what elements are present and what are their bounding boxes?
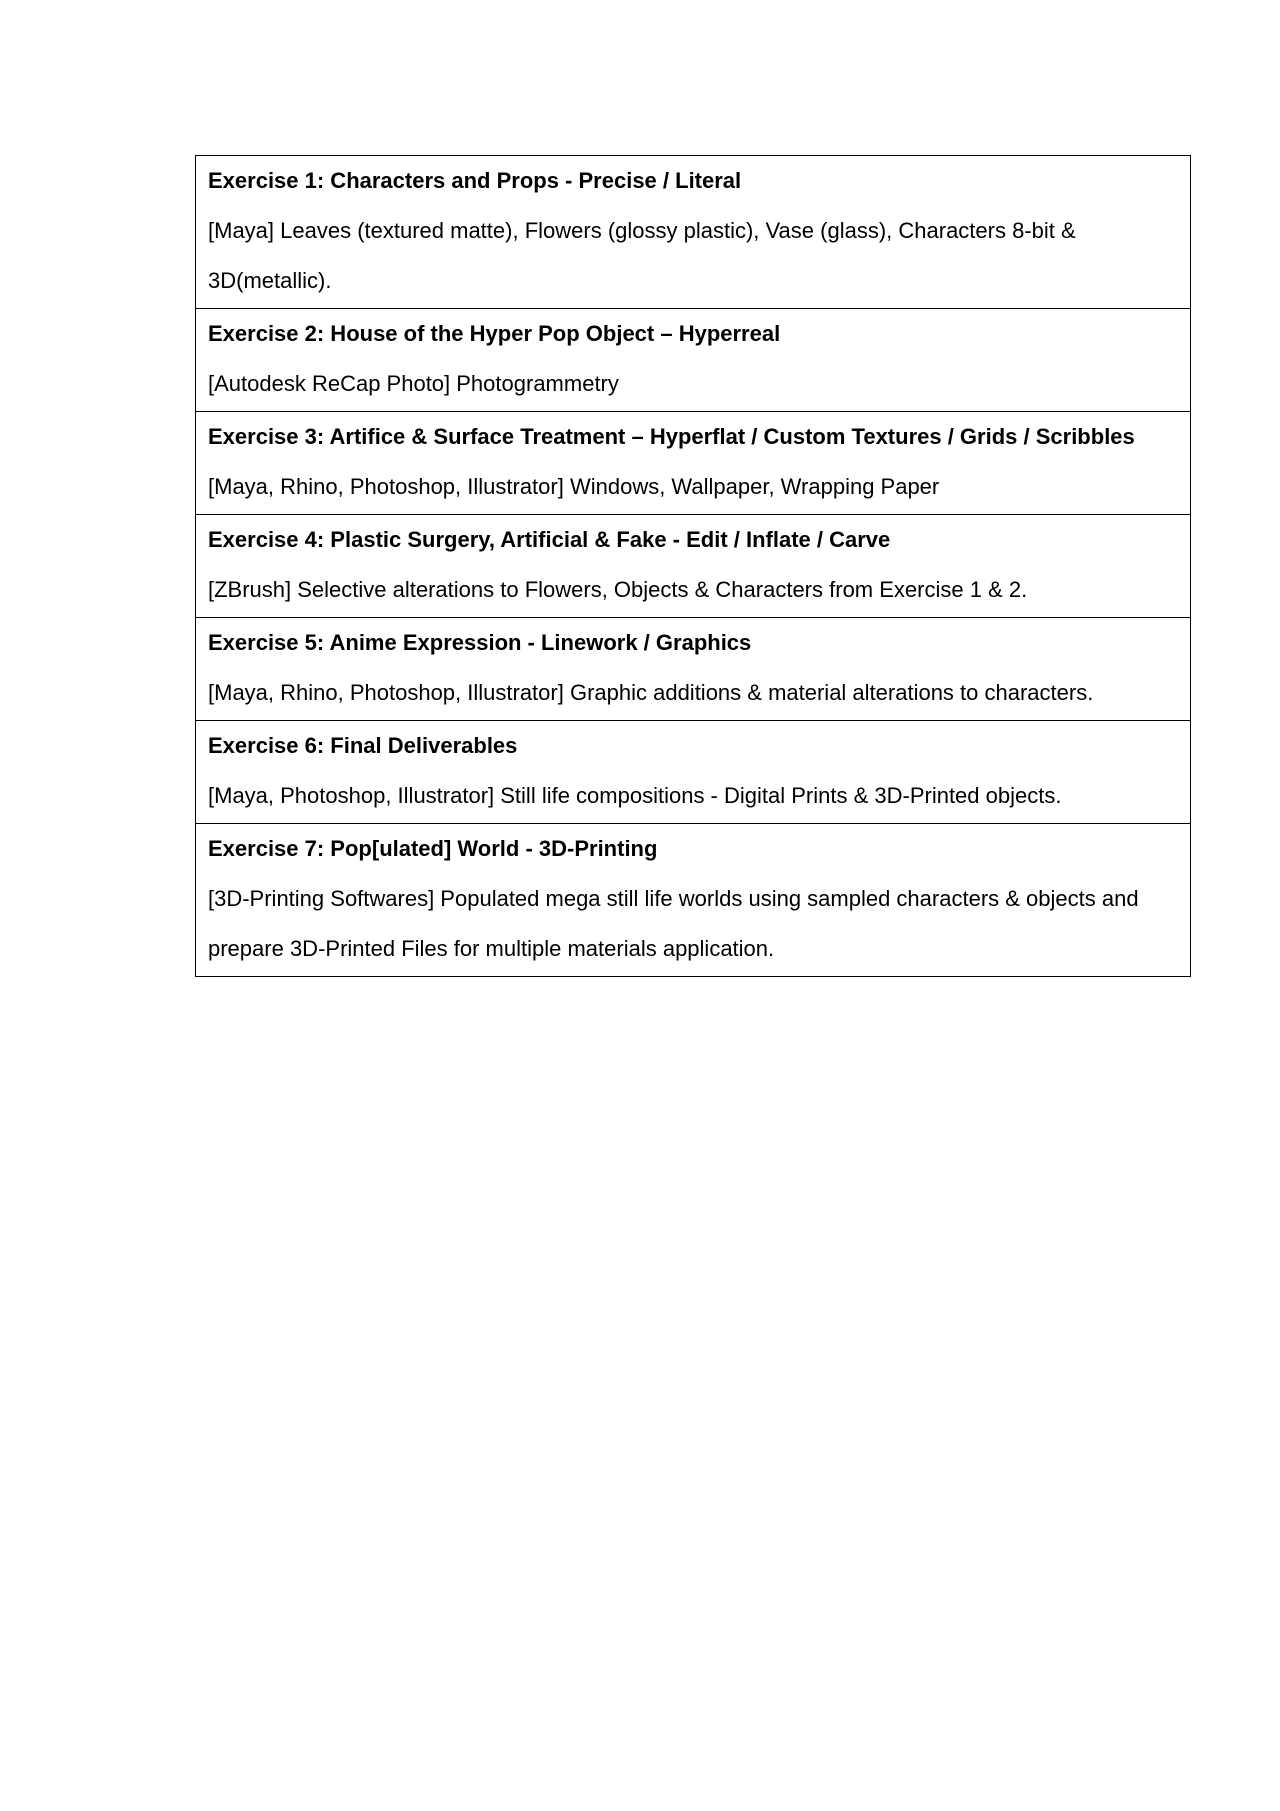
exercise-cell <box>196 156 1191 309</box>
exercise-title: Exercise 2: House of the Hyper Pop Object – Hyperreal <box>208 321 781 346</box>
exercise-description: [3D-Printing Softwares] Populated mega still life worlds using sampled characters & objects and prepare 3D-Printed Files for multiple materials application. <box>208 886 1139 961</box>
exercise-row <box>196 412 1191 515</box>
exercise-row <box>196 824 1191 977</box>
exercise-row <box>196 309 1191 412</box>
exercise-description: [Autodesk ReCap Photo] Photogrammetry <box>208 371 619 396</box>
exercise-table <box>195 155 1191 977</box>
exercise-description: [Maya, Photoshop, Illustrator] Still life compositions - Digital Prints & 3D-Printed objects. <box>208 783 1062 808</box>
exercise-row <box>196 618 1191 721</box>
exercise-cell <box>196 515 1191 618</box>
exercise-row <box>196 515 1191 618</box>
exercise-description: [Maya] Leaves (textured matte), Flowers (glossy plastic), Vase (glass), Characters 8-bit & 3D(metallic). <box>208 218 1076 293</box>
exercise-cell <box>196 412 1191 515</box>
exercise-title: Exercise 4: Plastic Surgery, Artificial & Fake - Edit / Inflate / Carve <box>208 527 891 552</box>
exercise-cell <box>196 721 1191 824</box>
exercise-row <box>196 721 1191 824</box>
exercise-row <box>196 156 1191 309</box>
exercise-title: Exercise 7: Pop[ulated] World - 3D-Printing <box>208 836 658 861</box>
exercise-title: Exercise 3: Artifice & Surface Treatment – Hyperflat / Custom Textures / Grids / Scribbles <box>208 424 1135 449</box>
exercise-title: Exercise 6: Final Deliverables <box>208 733 518 758</box>
exercise-cell <box>196 824 1191 977</box>
exercise-title: Exercise 1: Characters and Props - Precise / Literal <box>208 168 742 193</box>
exercise-title: Exercise 5: Anime Expression - Linework / Graphics <box>208 630 752 655</box>
exercise-cell <box>196 618 1191 721</box>
exercise-description: [ZBrush] Selective alterations to Flowers, Objects & Characters from Exercise 1 & 2. <box>208 577 1028 602</box>
exercise-cell <box>196 309 1191 412</box>
exercise-description: [Maya, Rhino, Photoshop, Illustrator] Windows, Wallpaper, Wrapping Paper <box>208 474 940 499</box>
exercise-description: [Maya, Rhino, Photoshop, Illustrator] Graphic additions & material alterations to characters. <box>208 680 1094 705</box>
